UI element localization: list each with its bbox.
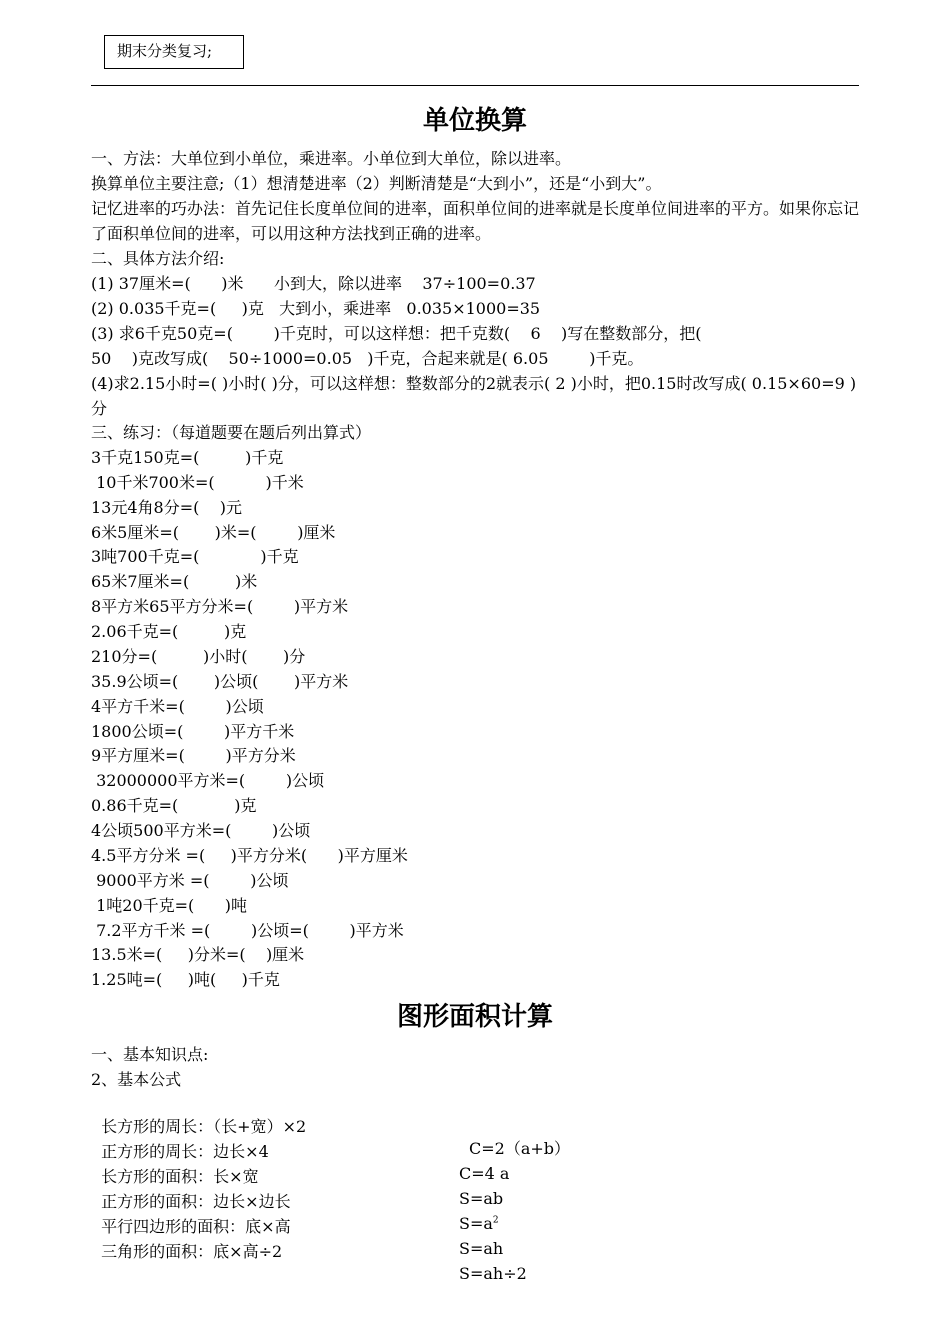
exercise-line: 0.86千克=( )克 (91, 796, 257, 815)
exercise-line: 9000平方米 =( )公顷 (91, 871, 289, 890)
exercise-line: 4.5平方分米 =( )平方分米( )平方厘米 (91, 846, 408, 865)
exercise-line: 6米5厘米=( )米=( )厘米 (91, 523, 336, 542)
exercise-line: 4公顷500平方米=( )公顷 (91, 821, 311, 840)
formula-name: 三角形的面积：底×高÷2 (101, 1242, 283, 1261)
example-line: (1) 37厘米=( )米 小到大，除以进率 37÷100=0.37 (91, 274, 536, 293)
exercise-line: 210分=( )小时( )分 (91, 647, 306, 666)
exercise-line: 8平方米65平方分米=( )平方米 (91, 597, 349, 616)
example-line: 50 )克改写成( 50÷1000=0.05 )千克，合起来就是( 6.05 )千克。 (91, 349, 644, 368)
exercise-line: 65米7厘米=( )米 (91, 572, 258, 591)
formula-row (91, 1219, 527, 1285)
example-line: (2) 0.035千克=( )克 大到小，乘进率 0.035×1000=35 (91, 299, 541, 318)
formula-expression (459, 1213, 499, 1235)
exercise-line: 10千米700米=( )千米 (91, 473, 304, 492)
formula-base: S=a (459, 1214, 493, 1233)
formula-expression: S=ab (459, 1189, 504, 1208)
exercise-line: 4平方千米=( )公顷 (91, 697, 264, 716)
example-4: (4)求2.15小时=( )小时( )分，可以这样想：整数部分的2就表示( 2 )小时，把0.15时改写成( 0.15×60=9 )分 (91, 374, 857, 418)
formula-expression: C=2（a+b） (469, 1139, 571, 1158)
header-box-label: 期末分类复习; (117, 42, 213, 60)
exercise-line: 1800公顷=( )平方千米 (91, 722, 295, 741)
formula-expression: C=4 a (459, 1164, 510, 1183)
formula-name: 正方形的周长：边长×4 (101, 1142, 269, 1161)
formula-name: 正方形的面积：边长×边长 (101, 1192, 291, 1211)
formula-exponent: 2 (492, 1215, 499, 1226)
formula-name: 长方形的面积：长×宽 (101, 1167, 259, 1186)
exercise-line: 2.06千克=( )克 (91, 622, 247, 641)
exercise-line: 3千克150克=( )千克 (91, 448, 284, 467)
exercise-line: 9平方厘米=( )平方分米 (91, 746, 296, 765)
note-line: 换算单位主要注意;（1）想清楚进率（2）判断清楚是“大到小”，还是“小到大”。 (91, 174, 662, 193)
methods-heading: 二、具体方法介绍: (91, 249, 225, 268)
formula-expression: S=ah÷2 (459, 1264, 527, 1283)
example-line: (3) 求6千克50克=( )千克时，可以这样想：把千克数( 6 )写在整数部分，把( (91, 324, 702, 343)
formula-name: 长方形的周长：（长+宽）×2 (101, 1117, 307, 1136)
tip-paragraph: 记忆进率的巧办法：首先记住长度单位间的进率，面积单位间的进率就是长度单位间进率的平方。如果你忘记了面积单位间的进率，可以用这种方法找到正确的进率。 (91, 199, 860, 243)
header-divider (91, 85, 859, 86)
exercise-line: 1.25吨=( )吨( )千克 (91, 970, 280, 989)
exercise-line: 13元4角8分=( )元 (91, 498, 242, 517)
practice-heading: 三、练习：（每道题要在题后列出算式） (91, 423, 372, 442)
method-line: 一、方法：大单位到小单位，乘进率。小单位到大单位，除以进率。 (91, 149, 572, 168)
formulas-heading: 2、基本公式 (91, 1070, 182, 1089)
section2-title: 图形面积计算 (396, 1002, 553, 1032)
exercise-line: 3吨700千克=( )千克 (91, 547, 299, 566)
exercise-line: 13.5米=( )分米=( )厘米 (91, 945, 305, 964)
exercise-line: 1吨20千克=( )吨 (91, 896, 248, 915)
formula-expression: S=ah (459, 1239, 504, 1258)
section1-title: 单位换算 (422, 106, 527, 136)
exercise-line: 7.2平方千米 =( )公顷=( )平方米 (91, 921, 404, 940)
knowledge-heading: 一、基本知识点: (91, 1045, 209, 1064)
exercise-line: 35.9公顷=( )公顷( )平方米 (91, 672, 349, 691)
formula-name: 平行四边形的面积：底×高 (101, 1217, 291, 1236)
exercise-line: 32000000平方米=( )公顷 (91, 771, 325, 790)
header-box (104, 35, 244, 69)
